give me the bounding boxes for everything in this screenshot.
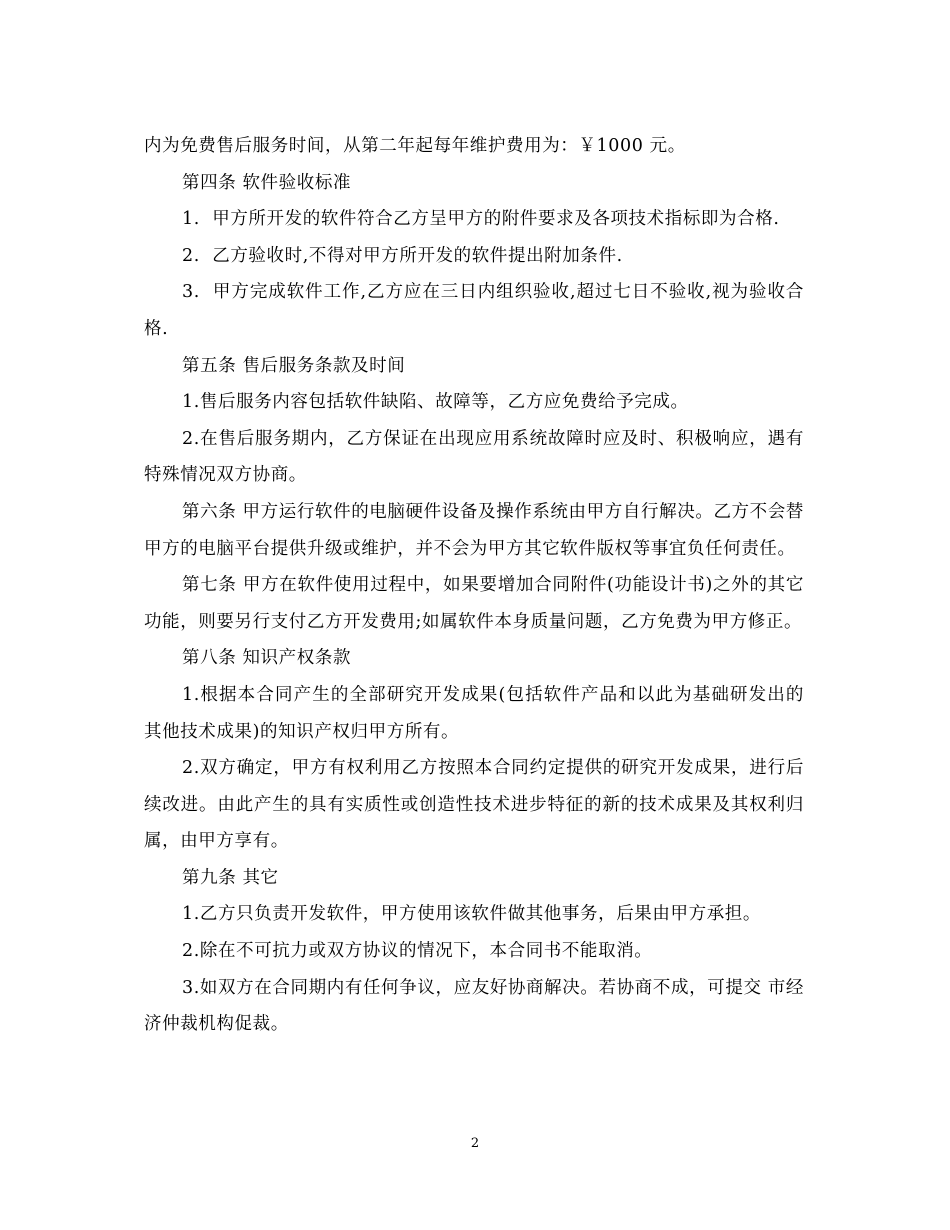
article-4-heading: 第四条 软件验收标准 <box>182 172 352 193</box>
article-9-clause-2: 2.除在不可抗力或双方协议的情况下，本合同书不能取消。 <box>182 941 653 962</box>
article-8-clause-2: 2.双方确定，甲方有权利用乙方按照本合同约定提供的研究开发成果，进行后续改进。由此产生的具有实质性或创造性技术进步特征的新的技术成果及其权利归属，由甲方享有。 <box>144 758 804 852</box>
article-6: 第六条 甲方运行软件的电脑硬件设备及操作系统由甲方自行解决。乙方不会替甲方的电脑平台提供升级或维护，并不会为甲方其它软件版权等事宜负任何责任。 <box>144 501 804 559</box>
article-9-clause-1: 1.乙方只负责开发软件，甲方使用该软件做其他事务，后果由甲方承担。 <box>182 904 761 925</box>
article-9-heading: 第九条 其它 <box>182 867 279 888</box>
article-4-clause-3: 3. 甲方完成软件工作,乙方应在三日内组织验收,超过七日不验收,视为验收合格. <box>144 282 804 339</box>
paragraph-1: 内为免费售后服务时间，从第二年起每年维护费用为：￥1000 元。 <box>144 136 686 156</box>
document-body <box>144 128 804 1043</box>
article-4-clause-1: 1. 甲方所开发的软件符合乙方呈甲方的附件要求及各项技术指标即为合格. <box>182 209 780 230</box>
article-8-clause-1: 1.根据本合同产生的全部研究开发成果(包括软件产品和以此为基础研发出的其他技术成果)的知识产权归甲方所有。 <box>144 684 804 742</box>
article-9-clause-3: 3.如双方在合同期内有任何争议，应友好协商解决。若协商不成，可提交 市经济仲裁机构促裁。 <box>144 977 804 1035</box>
article-5-clause-1: 1.售后服务内容包括软件缺陷、故障等，乙方应免费给予完成。 <box>182 392 689 413</box>
article-7: 第七条 甲方在软件使用过程中，如果要增加合同附件(功能设计书)之外的其它功能，则要另行支付乙方开发费用;如属软件本身质量问题，乙方免费为甲方修正。 <box>144 575 804 632</box>
article-5-heading: 第五条 售后服务条款及时间 <box>182 355 406 376</box>
article-4-clause-2: 2. 乙方验收时,不得对甲方所开发的软件提出附加条件. <box>182 245 623 266</box>
article-8-heading: 第八条 知识产权条款 <box>182 648 352 669</box>
page-number: 2 <box>470 1136 480 1151</box>
article-5-clause-2: 2.在售后服务期内，乙方保证在出现应用系统故障时应及时、积极响应，遇有特殊情况双方协商。 <box>144 428 804 486</box>
